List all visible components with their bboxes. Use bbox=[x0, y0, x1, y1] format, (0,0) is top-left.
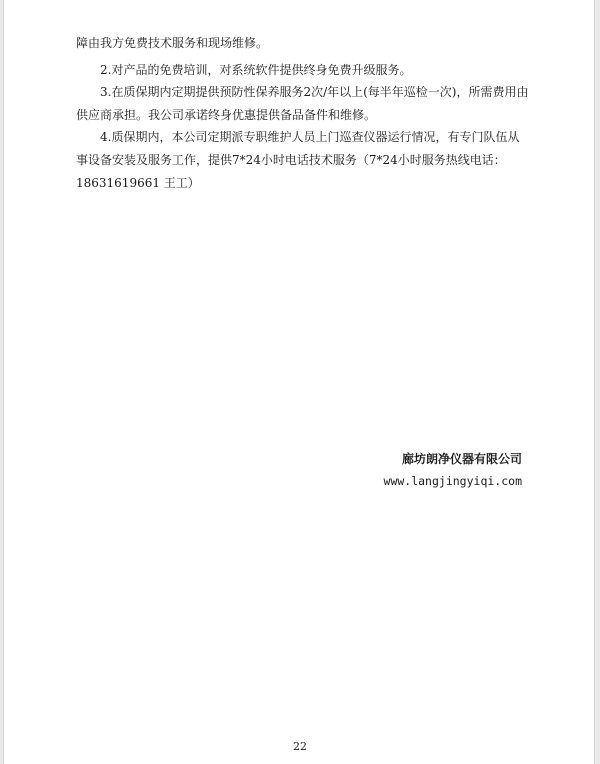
company-name: 廊坊朗净仪器有限公司 bbox=[401, 452, 522, 466]
page-number: 22 bbox=[293, 740, 307, 753]
paragraph-warranty-continuation: 障由我方免费技术服务和现场维修。 bbox=[76, 36, 269, 50]
paragraph-inspection-service: 4.质保期内，本公司定期派专职维护人员上门巡查仪器运行情况，有专门队伍从事设备安装及服务工作，提供7*24小时电话技术服务（7*24小时服务热线电话：18631619661 王工） bbox=[76, 130, 520, 190]
paragraph-free-training: 2.对产品的免费培训，对系统软件提供终身免费升级服务。 bbox=[100, 63, 412, 77]
document-page bbox=[3, 0, 595, 764]
paragraph-preventive-maintenance: 3.在质保期内定期提供预防性保养服务2次/年以上(每半年巡检一次)，所需费用由供应商承担。我公司承诺终身优惠提供备品备件和维修。 bbox=[76, 85, 529, 122]
company-website: www.langjingyiqi.com bbox=[383, 474, 522, 488]
